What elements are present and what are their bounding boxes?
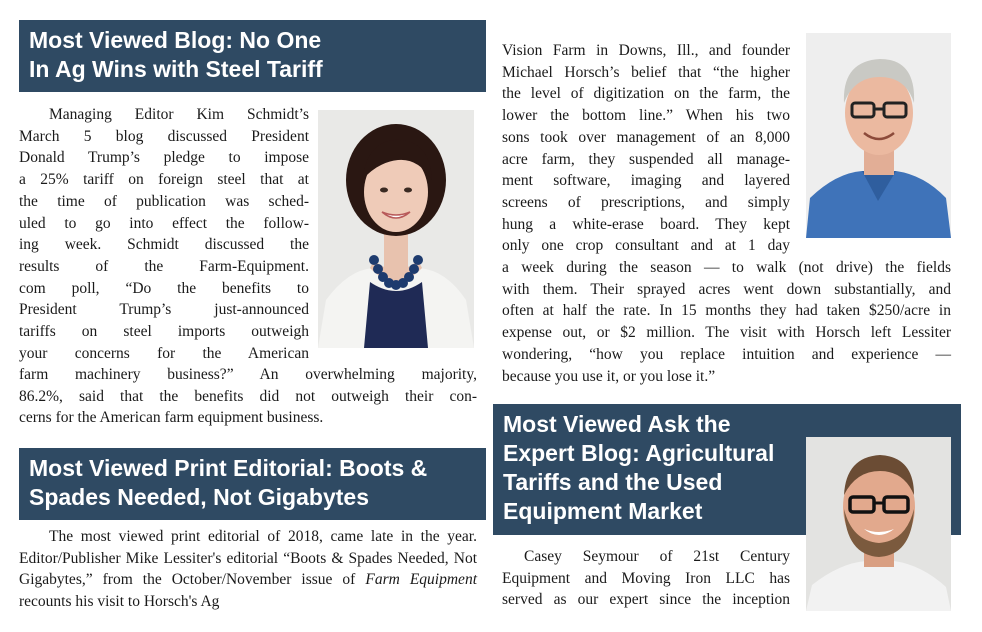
man-beard-glasses-image [806,437,951,611]
print-heading-line-1: Most Viewed Print Editorial: Boots & [29,455,428,481]
print-editorial-continued-wide: a week during the season — to walk (not drive) the fields with them. Their sprayed acres went down substantially, and often at half the rate. In 15 months they had taken $250/acre in expense out, or $2 million. The visit with Horsch left Lessiter wondering, “how you replace intuition and experience — because you use it, or you lose it.” [502,259,951,385]
print-heading-line-2: Spades Needed, Not Gigabytes [29,484,369,510]
blog-body-continued: farm machinery business?” An overwhelming majority, 86.2%, said that the benefits did not outweigh their con- cerns for the American farm equipment business. [19,366,477,427]
print-body-part-b: recounts his visit to Horsch's Ag [19,593,220,611]
man-glasses-blue-shirt-image [806,33,951,238]
print-body-magazine-title: Farm Equipment [365,571,477,589]
blog-heading-line-1: Most Viewed Blog: No One [29,27,322,53]
print-editorial-continued: Vision Farm in Downs, Ill., and founder Michael Horsch’s belief that “the higher the level of digitization on the farm, the lower the bottom line.” When his two sons took over management of an 8,000 acre farm, they suspended all manage- ment software, imaging and layered screens of prescriptions, and simply hung a white-erase board. They kept only one crop consultant and at 1 day [502,42,790,255]
print-editorial-body [19,526,477,613]
ask-heading-line-1: Most Viewed Ask the [503,411,731,437]
michael-horsch-photo [806,33,951,238]
woman-portrait-image [318,110,474,348]
print-editorial-heading [19,448,486,520]
casey-seymour-photo [806,437,951,611]
print-body-part-a: The most viewed print editorial of 2018, came late in the year. Editor/Publisher Mike Lessiter's editorial “Boots & Spades Needed, Not Gigabytes,” from the October/November issue of [19,528,477,589]
ask-heading-line-4: Equipment Market [503,498,703,524]
blog-body: Managing Editor Kim Schmidt’s March 5 blog discussed President Donald Trump’s pledge to impose a 25% tariff on foreign steel that at the time of publication was sched- uled to go into effect the follow- ing week. Schmidt discussed the results of the Farm-Equipment. com poll, “Do the benefits to President Trump’s just-announced tariffs on steel imports outweigh your concerns for the American [19,106,309,362]
ask-heading-line-3: Tariffs and the Used [503,469,723,495]
kim-schmidt-photo [318,110,474,348]
ask-the-expert-body: Casey Seymour of 21st Century Equipment and Moving Iron LLC has served as our expert since the inception [502,548,790,609]
blog-heading [19,20,486,92]
blog-heading-line-2: In Ag Wins with Steel Tariff [29,56,323,82]
ask-heading-line-2: Expert Blog: Agricultural [503,440,775,466]
